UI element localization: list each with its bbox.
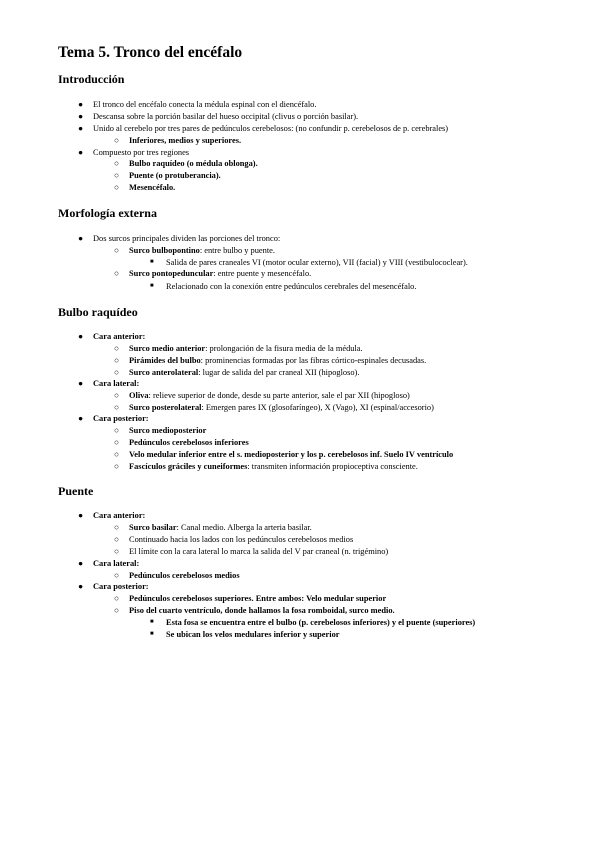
term: Surco anterolateral: [129, 368, 199, 377]
term: Surco bulbopontino: [129, 246, 200, 255]
heading-morfologia-externa: Morfología externa: [58, 206, 157, 220]
bullet-marker: ●: [78, 112, 84, 121]
sub-bullet-marker: ○: [114, 356, 120, 365]
list-item: Relacionado con la conexión entre pedúnculos cerebrales del mesencéfalo.: [166, 282, 417, 291]
list-item: Descansa sobre la porción basilar del hueso occipital (clivus o porción basilar).: [93, 112, 359, 121]
sub-bullet-marker: ○: [114, 571, 120, 580]
sub-sub-bullet-marker: ■: [150, 259, 154, 265]
bullet-marker: ●: [78, 559, 84, 568]
sub-bullet-marker: ○: [114, 450, 120, 459]
list-item: Piso del cuarto ventrículo, donde hallamos la fosa romboidal, surco medio.: [129, 606, 395, 615]
term-description: : relieve superior de donde, desde su parte anterior, sale el par XII (hipogloso): [148, 391, 410, 400]
term-description: : entre bulbo y puente.: [199, 246, 275, 255]
sub-bullet-marker: ○: [114, 403, 120, 412]
term: Surco posterolateral: [129, 403, 202, 412]
list-item: [129, 593, 386, 604]
bullet-marker: ●: [78, 332, 84, 341]
bullet-marker: ●: [78, 234, 84, 243]
list-item: Cara posterior:: [93, 414, 149, 423]
list-item: [129, 355, 426, 366]
sub-bullet-marker: ○: [114, 391, 120, 400]
sub-bullet-marker: ○: [114, 594, 120, 603]
list-item: [129, 245, 275, 256]
list-item: [129, 522, 312, 533]
list-item: El tronco del encéfalo conecta la médula espinal con el diencéfalo.: [93, 100, 317, 109]
list-item: Se ubican los velos medulares inferior y superior: [166, 630, 340, 639]
term-description: : transmiten información propioceptiva consciente.: [247, 462, 418, 471]
list-item: Unido al cerebelo por tres pares de pedúnculos cerebelosos: (no confundir p. cerebelosos de p. cerebrales): [93, 124, 449, 133]
term: Oliva: [129, 391, 149, 400]
bullet-marker: ●: [78, 379, 84, 388]
list-item: [129, 461, 418, 472]
bullet-marker: ●: [78, 414, 84, 423]
sub-bullet-marker: ○: [114, 344, 120, 353]
list-item: Inferiores, medios y superiores.: [129, 136, 242, 145]
sub-bullet-marker: ○: [114, 159, 120, 168]
list-item: Continuado hacia los lados con los pedúnculos cerebelosos medios: [129, 535, 354, 544]
list-item: El límite con la cara lateral lo marca la salida del V par craneal (n. trigémino): [129, 547, 389, 556]
term: Surco basilar: [129, 523, 177, 532]
sub-bullet-marker: ○: [114, 426, 120, 435]
term-description: : Canal medio. Alberga la arteria basilar.: [176, 523, 312, 532]
list-item: Cara lateral:: [93, 559, 140, 568]
list-item: Dos surcos principales dividen las porciones del tronco:: [93, 234, 281, 243]
sub-bullet-marker: ○: [114, 523, 120, 532]
list-item: Pedúnculos cerebelosos medios: [129, 571, 240, 580]
list-item: [129, 390, 410, 401]
bullet-marker: ●: [78, 124, 84, 133]
term-description: : Emergen pares IX (glosofaríngeo), X (Vago), XI (espinal/accesorio): [201, 403, 434, 412]
bullet-marker: ●: [78, 100, 84, 109]
list-item: Cara anterior:: [93, 332, 146, 341]
term-description: : lugar de salida del par craneal XII (hipogloso).: [198, 368, 360, 377]
bullet-marker: ●: [78, 511, 84, 520]
heading-introduccion: Introducción: [58, 72, 125, 86]
list-item: Surco medioposterior: [129, 426, 207, 435]
term-description: . Entre ambos: Velo medular superior: [251, 594, 387, 603]
list-item: Compuesto por tres regiones: [93, 148, 190, 157]
sub-bullet-marker: ○: [114, 246, 120, 255]
sub-bullet-marker: ○: [114, 606, 120, 615]
heading-bulbo-raquideo: Bulbo raquídeo: [58, 305, 138, 319]
sub-sub-bullet-marker: ■: [150, 619, 154, 625]
list-item: [129, 402, 434, 413]
list-item: [129, 343, 363, 354]
list-item: Pedúnculos cerebelosos inferiores: [129, 438, 249, 447]
term: Fascículos gráciles y cuneiformes: [129, 462, 248, 471]
bullet-marker: ●: [78, 582, 84, 591]
sub-bullet-marker: ○: [114, 535, 120, 544]
list-item: Puente (o protuberancia).: [129, 171, 221, 180]
term: Pedúnculos cerebelosos superiores: [129, 594, 252, 603]
page-title: Tema 5. Tronco del encéfalo: [58, 44, 243, 61]
list-item: Bulbo raquídeo (o médula oblonga).: [129, 159, 258, 168]
list-item: [129, 367, 359, 378]
term: Pirámides del bulbo: [129, 356, 201, 365]
sub-bullet-marker: ○: [114, 462, 120, 471]
term-description: : entre puente y mesencéfalo.: [213, 269, 312, 278]
list-item: Mesencéfalo.: [129, 183, 176, 192]
term-description: : prominencias formadas por las fibras córtico-espinales decusadas.: [200, 356, 427, 365]
heading-puente: Puente: [58, 484, 94, 498]
list-item: Cara posterior:: [93, 582, 149, 591]
sub-bullet-marker: ○: [114, 368, 120, 377]
sub-bullet-marker: ○: [114, 171, 120, 180]
bullet-marker: ●: [78, 148, 84, 157]
list-item: Cara lateral:: [93, 379, 140, 388]
sub-sub-bullet-marker: ■: [150, 631, 154, 637]
sub-sub-bullet-marker: ■: [150, 283, 154, 289]
list-item: [129, 268, 311, 279]
term: Surco pontopeduncular: [129, 269, 214, 278]
sub-bullet-marker: ○: [114, 183, 120, 192]
list-item: Esta fosa se encuentra entre el bulbo (p. cerebelosos inferiores) y el puente (superiores): [166, 618, 476, 627]
sub-bullet-marker: ○: [114, 269, 120, 278]
term: Surco medio anterior: [129, 344, 206, 353]
list-item: Salida de pares craneales VI (motor ocular externo), VII (facial) y VIII (vestibulococlear).: [166, 258, 468, 267]
sub-bullet-marker: ○: [114, 547, 120, 556]
term-description: : prolongación de la fisura media de la médula.: [205, 344, 363, 353]
sub-bullet-marker: ○: [114, 136, 120, 145]
sub-bullet-marker: ○: [114, 438, 120, 447]
list-item: Cara anterior:: [93, 511, 146, 520]
list-item: Velo medular inferior entre el s. medioposterior y los p. cerebelosos inf. Suelo IV ventrículo: [129, 450, 454, 459]
